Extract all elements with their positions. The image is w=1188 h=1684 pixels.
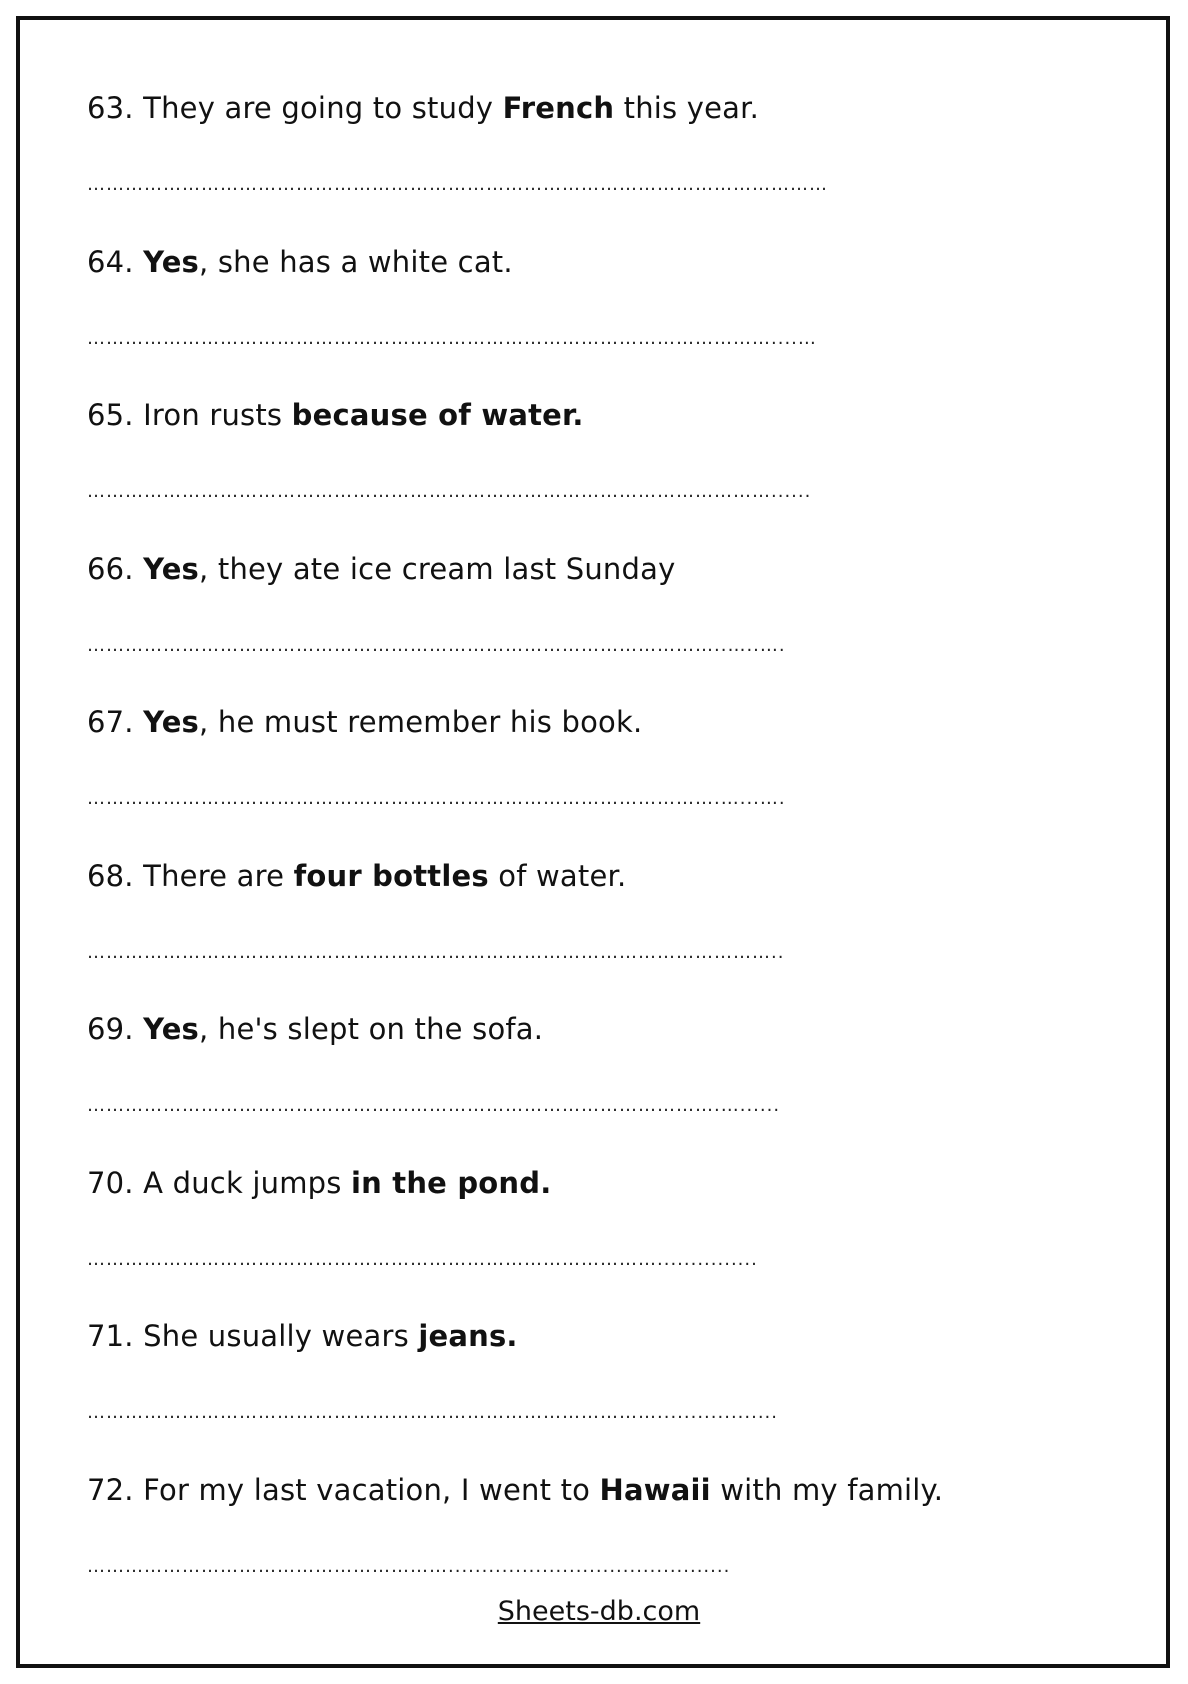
- answer-line[interactable]: ………………………………………………………………………………...............: [87, 1248, 758, 1270]
- highlighted-phrase: in the pond.: [350, 1165, 552, 1200]
- answer-line[interactable]: ……………………………………………………………………………………….…......: [87, 1095, 781, 1116]
- answer-line[interactable]: ………………………………………………………………………………………..…..….: [87, 634, 786, 656]
- answer-line[interactable]: ………………………………………………………………………………………………..: [87, 941, 785, 963]
- highlighted-phrase: Hawaii: [599, 1472, 711, 1507]
- answer-line[interactable]: ………………………………………………………………………………………………....…: [87, 327, 817, 349]
- question-prompt: 72. For my last vacation, I went to Hawaii with my family.: [87, 1472, 944, 1507]
- highlighted-phrase: Yes: [143, 551, 200, 586]
- question-prompt: 67. Yes, he must remember his book.: [87, 705, 643, 739]
- highlighted-phrase: French: [502, 91, 615, 125]
- question-prompt: 65. Iron rusts because of water.: [87, 398, 584, 432]
- answer-line[interactable]: ………………………………………………………………………………………………......: [87, 481, 812, 502]
- question-67: [87, 704, 1087, 858]
- question-number: 70.: [87, 1165, 134, 1200]
- question-prompt: 69. Yes, he's slept on the sofa.: [87, 1012, 544, 1046]
- worksheet: [87, 90, 1087, 1625]
- question-prompt: 71. She usually wears jeans.: [87, 1319, 518, 1353]
- question-69: [87, 1011, 1087, 1165]
- question-prompt: 66. Yes, they ate ice cream last Sunday: [87, 551, 676, 586]
- question-prompt: 64. Yes, she has a white cat.: [87, 244, 513, 279]
- question-number: 64.: [87, 244, 134, 279]
- question-prompt: 63. They are going to study French this year.: [87, 91, 760, 125]
- highlighted-phrase: Yes: [143, 705, 200, 739]
- answer-line[interactable]: …………………………………………………..........................................: [87, 1555, 731, 1577]
- highlighted-phrase: because of water.: [291, 398, 584, 432]
- answer-line[interactable]: ………………………………………………………………………………..................: [87, 1402, 778, 1423]
- question-number: 69.: [87, 1012, 134, 1046]
- question-number: 63.: [87, 91, 134, 125]
- question-number: 65.: [87, 398, 134, 432]
- question-70: [87, 1165, 1087, 1319]
- highlighted-phrase: jeans.: [418, 1319, 518, 1353]
- question-71: [87, 1318, 1087, 1472]
- question-64: [87, 244, 1087, 398]
- question-number: 71.: [87, 1319, 134, 1353]
- highlighted-phrase: Yes: [143, 244, 200, 279]
- question-63: [87, 90, 1087, 244]
- question-66: [87, 551, 1087, 705]
- question-number: 66.: [87, 551, 134, 586]
- question-number: 67.: [87, 705, 134, 739]
- question-68: [87, 858, 1087, 1012]
- highlighted-phrase: four bottles: [293, 858, 489, 893]
- question-number: 72.: [87, 1472, 134, 1507]
- site-watermark-link[interactable]: Sheets-db.com: [497, 1596, 701, 1627]
- question-prompt: 68. There are four bottles of water.: [87, 858, 627, 893]
- question-65: [87, 397, 1087, 551]
- question-number: 68.: [87, 858, 134, 893]
- answer-line[interactable]: ………………………………………………………………………………………………………: [87, 174, 828, 195]
- answer-line[interactable]: ……………………………………………………………………………………….…...….: [87, 788, 786, 809]
- question-prompt: 70. A duck jumps in the pond.: [87, 1165, 552, 1200]
- highlighted-phrase: Yes: [143, 1012, 200, 1046]
